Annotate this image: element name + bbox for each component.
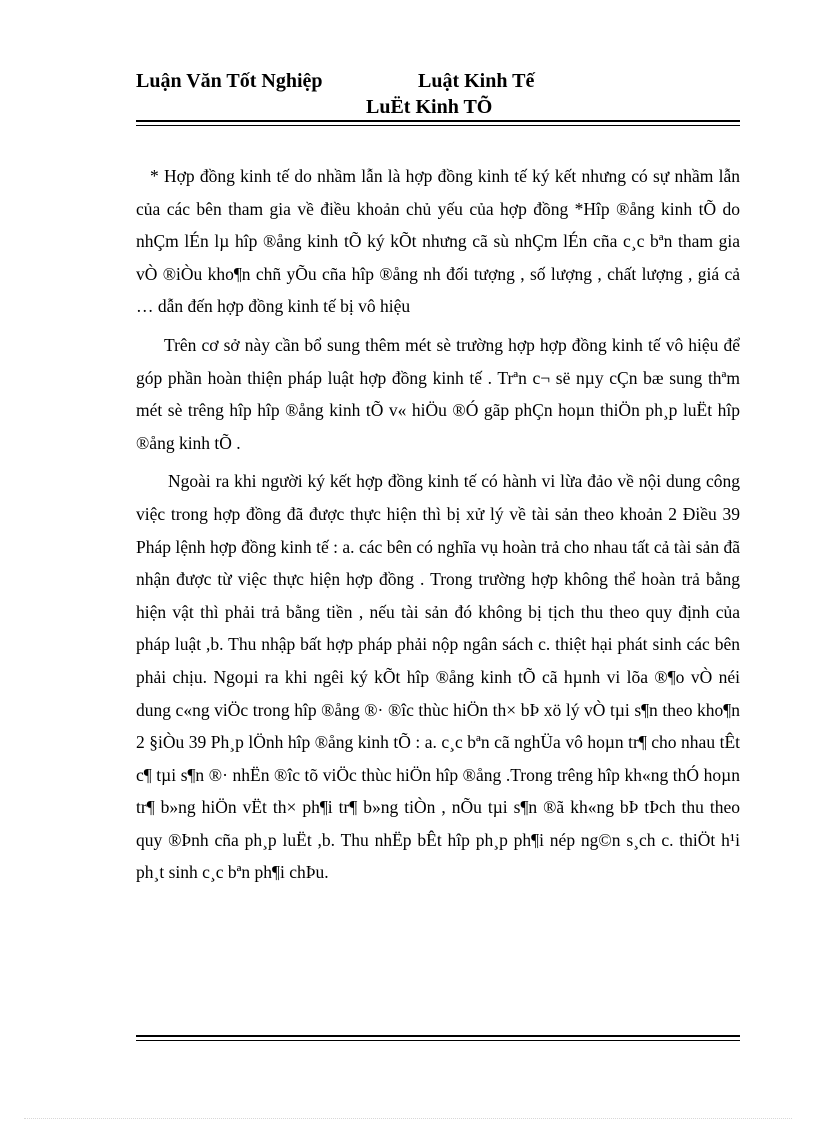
header-right-title: Luật Kinh Tế bbox=[418, 70, 535, 92]
header-left-title: Luận Văn Tốt Nghiệp bbox=[136, 70, 323, 92]
header-subtitle: LuËt Kinh TÕ bbox=[366, 96, 493, 118]
paragraph-1: * Hợp đồng kinh tế do nhầm lẫn là hợp đồng kinh tế ký kết nhưng có sự nhầm lẫn của các bên tham gia về điều khoản chủ yếu của hợp đồng *Hîp ®ång kinh tÕ do nhÇm lÉn lµ hîp ®ång kinh tÕ ký kÕt nhưng cã sù nhÇm lÉn cña c¸c bªn tham gia vÒ ®iÒu kho¶n chñ yÕu cña hîp ®ång nh đối tượng , số lượng , chất lượng , giá cả … dẫn đến hợp đồng kinh tế bị vô hiệu bbox=[136, 166, 740, 317]
page-header bbox=[136, 66, 740, 126]
page-edge-dotted-line bbox=[24, 1118, 792, 1119]
paragraph-2: Trên cơ sở này cần bổ sung thêm mét sè trường hợp hợp đồng kinh tế vô hiệu để góp phần hoàn thiện pháp luật hợp đồng kinh tế . Trªn c¬ së nµy cÇn bæ sung thªm mét sè trêng hîp hîp ®ång kinh tÕ v« hiÖu ®Ó gãp phÇn hoµn thiÖn ph¸p luËt hîp ®ång kinh tÕ . bbox=[136, 334, 740, 453]
document-body bbox=[136, 160, 740, 895]
footer-divider bbox=[136, 1035, 740, 1041]
header-divider bbox=[136, 120, 740, 126]
paragraph-3: Ngoài ra khi người ký kết hợp đồng kinh tế có hành vi lừa đảo về nội dung công việc trong hợp đồng đã được thực hiện thì bị xử lý về tài sản theo khoản 2 Điều 39 Pháp lệnh hợp đồng kinh tế : a. các bên có nghĩa vụ hoàn trả cho nhau tất cả tài sản đã nhận được từ việc thực hiện hợp đồng . Trong trường hợp không thể hoàn trả bằng hiện vật thì phải trả bằng tiền , nếu tài sản đó không bị tịch thu theo quy định của pháp luật ,b. Thu nhập bất hợp pháp phải nộp ngân sách c. thiệt hại phát sinh các bên phải chịu. Ngoµi ra khi ngêi ký kÕt hîp ®ång kinh tÕ cã hµnh vi lõa ®¶o vÒ néi dung c«ng viÖc trong hîp ®ång ®· ®îc thùc hiÖn th× bÞ xö lý vÒ tµi s¶n theo kho¶n 2 §iÒu 39 Ph¸p lÖnh hîp ®ång kinh tÕ : a. c¸c bªn cã nghÜa vô hoµn tr¶ cho nhau tÊt c¶ tµi s¶n ®· nhËn ®îc tõ viÖc thùc hiÖn hîp ®ång .Trong trêng hîp kh«ng thÓ hoµn tr¶ b»ng hiÖn vËt th× ph¶i tr¶ b»ng tiÒn , nÕu tµi s¶n ®ã kh«ng bÞ tÞch thu theo quy ®Þnh cña ph¸p luËt ,b. Thu nhËp bÊt hîp ph¸p ph¶i nép ng©n s¸ch c. thiÖt h¹i ph¸t sinh c¸c bªn ph¶i chÞu. bbox=[136, 471, 740, 883]
